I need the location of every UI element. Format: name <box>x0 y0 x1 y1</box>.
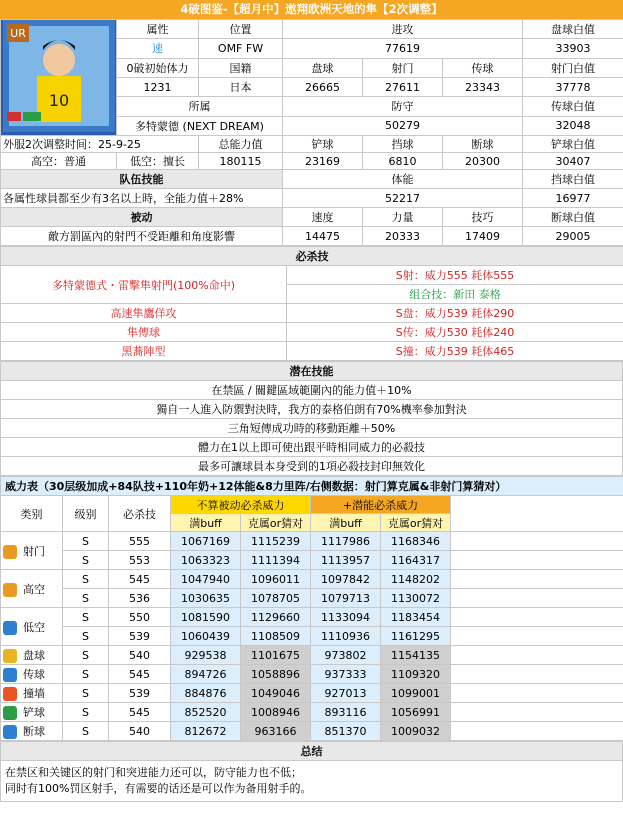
position-value: OMF FW <box>199 39 283 58</box>
col-counter-1: 克属or猜对 <box>241 514 311 532</box>
svg-text:10: 10 <box>48 91 69 110</box>
defense-value: 50279 <box>283 116 523 135</box>
special-detail-1: S射：威力555 耗体555 <box>287 266 623 285</box>
power-row <box>1 589 623 608</box>
power-cell-d: 1056991 <box>381 703 451 722</box>
power-cell-b: 1058896 <box>241 665 311 684</box>
col-group-base: 不算被动必杀威力 <box>171 496 311 514</box>
power-cell-a: 852520 <box>171 703 241 722</box>
team-value: 多特蒙德 (NEXT DREAM) <box>117 116 283 135</box>
hdr-dribble: 盘球 <box>283 58 363 77</box>
power-empty-cell <box>451 570 623 589</box>
special-name-4: 黑蕎陣型 <box>1 342 287 361</box>
power-category-label: 传球 <box>23 668 45 681</box>
power-row <box>1 627 623 646</box>
power-category <box>1 722 63 741</box>
hdr-tackle: 铲球 <box>283 136 363 153</box>
power-category-label: 射门 <box>23 544 45 558</box>
power-cell-b: 1096011 <box>241 570 311 589</box>
power-cell-skill: 540 <box>109 722 171 741</box>
hdr-tackle-white: 铲球白值 <box>523 136 623 153</box>
wall-icon <box>3 687 17 701</box>
hdr-pass: 传球 <box>443 58 523 77</box>
power-cell-lvl: S <box>63 532 109 551</box>
hdr-speed: 速度 <box>283 208 363 227</box>
power-cell-d: 1183454 <box>381 608 451 627</box>
power-cell-lvl: S <box>63 703 109 722</box>
hdr-dribble-white: 盘球白值 <box>523 20 623 39</box>
shoot-icon <box>3 545 17 559</box>
hdr-init-stamina: 0破初始体力 <box>117 58 199 77</box>
power-row <box>1 703 623 722</box>
special-detail-2: S盘：威力539 耗体290 <box>287 304 623 323</box>
power-cell-d: 1164317 <box>381 551 451 570</box>
power-cell-c: 1097842 <box>311 570 381 589</box>
hdr-attack: 进攻 <box>283 20 523 39</box>
summary-line-2: 同时有100%罚区射手，有需要的话还是可以作为备用射手的。 <box>5 782 312 795</box>
power-row <box>1 532 623 551</box>
dribble-icon <box>3 649 17 663</box>
pass-value: 23343 <box>443 77 523 96</box>
passive-header: 被动 <box>1 208 283 227</box>
power-cell-c: 851370 <box>311 722 381 741</box>
power-category-label: 盘球 <box>23 649 45 662</box>
power-cell-c: 1113957 <box>311 551 381 570</box>
power-empty-cell <box>451 532 623 551</box>
power-cell-skill: 540 <box>109 646 171 665</box>
player-card-icon <box>3 20 115 132</box>
power-empty-cell <box>451 646 623 665</box>
power-row <box>1 608 623 627</box>
power-value: 20333 <box>363 227 443 246</box>
power-empty-cell <box>451 684 623 703</box>
stamina-value: 52217 <box>283 189 523 208</box>
power-cell-lvl: S <box>63 551 109 570</box>
power-cell-skill: 553 <box>109 551 171 570</box>
high-ball-icon <box>3 583 17 597</box>
col-full-2: 满buff <box>311 514 381 532</box>
power-category <box>1 684 63 703</box>
power-cell-b: 1078705 <box>241 589 311 608</box>
special-header: 必杀技 <box>1 247 623 266</box>
technique-value: 17409 <box>443 227 523 246</box>
hdr-power: 力量 <box>363 208 443 227</box>
hdr-position: 位置 <box>199 20 283 39</box>
special-name-3: 隼傳球 <box>1 323 287 342</box>
attr-value: 速 <box>117 39 199 58</box>
power-empty-cell <box>451 627 623 646</box>
potential-4: 體力在1以上即可使出跟平時相同威力的必殺技 <box>1 438 623 457</box>
block-value: 6810 <box>363 153 443 170</box>
special-detail-4: S撞：威力539 耗体465 <box>287 342 623 361</box>
summary-table <box>0 741 623 802</box>
col-group-potential: +潜能必杀威力 <box>311 496 451 514</box>
power-empty-cell <box>451 589 623 608</box>
stats-table <box>0 19 623 246</box>
power-cell-c: 973802 <box>311 646 381 665</box>
hdr-shoot-white: 射门白值 <box>523 58 623 77</box>
power-empty-cell <box>451 703 623 722</box>
passive-text: 敵方罰區內的射門不受距離和角度影響 <box>1 227 283 246</box>
power-cell-a: 1047940 <box>171 570 241 589</box>
power-table-title: 威力表（30层级加成+84队技+110年奶+12体能&8力里阵/右侧数据：射门算克属&非射门算猜对） <box>1 477 623 496</box>
power-category-label: 高空 <box>23 582 45 596</box>
power-cell-d: 1161295 <box>381 627 451 646</box>
power-cell-skill: 545 <box>109 665 171 684</box>
attack-value: 77619 <box>283 39 523 58</box>
power-cell-skill: 555 <box>109 532 171 551</box>
dribble-white-value: 33903 <box>523 39 623 58</box>
power-cell-a: 812672 <box>171 722 241 741</box>
power-cell-c: 893116 <box>311 703 381 722</box>
dribble-value: 26665 <box>283 77 363 96</box>
power-category-label: 断球 <box>23 725 45 738</box>
power-category-label: 铲球 <box>23 706 45 719</box>
power-cell-b: 1108509 <box>241 627 311 646</box>
hdr-block-white: 挡球白值 <box>523 170 623 189</box>
special-name-1: 多特蒙德式・雷擊隼射門(100%命中) <box>1 266 287 304</box>
power-cell-b: 1129660 <box>241 608 311 627</box>
summary-text <box>1 761 623 802</box>
power-category-label: 低空 <box>23 620 45 634</box>
hdr-attr: 属性 <box>117 20 199 39</box>
hdr-intercept: 断球 <box>443 136 523 153</box>
col-skill: 必杀技 <box>109 496 171 532</box>
power-category-label: 撞墙 <box>23 687 45 700</box>
power-cell-d: 1099001 <box>381 684 451 703</box>
power-cell-d: 1154135 <box>381 646 451 665</box>
power-cell-a: 1067169 <box>171 532 241 551</box>
hdr-total: 总能力值 <box>199 136 283 153</box>
power-empty-cell <box>451 551 623 570</box>
low-ball-value: 低空：擅长 <box>117 153 199 170</box>
power-cell-c: 1133094 <box>311 608 381 627</box>
potential-2: 獨自一人進入防禦對決時，我方的泰格伯朗有70%機率參加對決 <box>1 400 623 419</box>
svg-text:UR: UR <box>9 27 26 40</box>
team-skill-header: 队伍技能 <box>1 170 283 189</box>
power-row <box>1 551 623 570</box>
power-cell-skill: 545 <box>109 570 171 589</box>
power-empty-cell <box>451 665 623 684</box>
power-row <box>1 665 623 684</box>
speed-value: 14475 <box>283 227 363 246</box>
hdr-technique: 技巧 <box>443 208 523 227</box>
intercept-value: 20300 <box>443 153 523 170</box>
special-name-2: 高速隼鷹佯攻 <box>1 304 287 323</box>
power-cell-a: 1063323 <box>171 551 241 570</box>
hdr-pass-white: 传球白值 <box>523 97 623 116</box>
power-empty-cell <box>451 722 623 741</box>
pass-icon <box>3 668 17 682</box>
power-cell-a: 884876 <box>171 684 241 703</box>
page-title: 4破图鉴-【超月中】遨翔欧洲天地的隼【2次调整】 <box>0 0 623 19</box>
power-cell-b: 1111394 <box>241 551 311 570</box>
hdr-nationality: 国籍 <box>199 58 283 77</box>
power-row <box>1 646 623 665</box>
shoot-white-value: 37778 <box>523 77 623 96</box>
power-cell-b: 1115239 <box>241 532 311 551</box>
power-cell-skill: 536 <box>109 589 171 608</box>
power-row <box>1 570 623 589</box>
col-full-1: 满buff <box>171 514 241 532</box>
summary-header: 总结 <box>1 742 623 761</box>
power-category <box>1 703 63 722</box>
team-skill-text: 各属性球員都至少有3名以上時，全能力值＋28% <box>1 189 283 208</box>
power-cell-lvl: S <box>63 722 109 741</box>
tackle-white-value: 30407 <box>523 153 623 170</box>
total-value: 180115 <box>199 153 283 170</box>
power-cell-a: 1081590 <box>171 608 241 627</box>
power-cell-skill: 550 <box>109 608 171 627</box>
hdr-block: 挡球 <box>363 136 443 153</box>
power-category <box>1 532 63 570</box>
power-cell-lvl: S <box>63 684 109 703</box>
hdr-intercept-white: 断球白值 <box>523 208 623 227</box>
shoot-value: 27611 <box>363 77 443 96</box>
block-white-value: 16977 <box>523 189 623 208</box>
col-level: 级别 <box>63 496 109 532</box>
low-ball-icon <box>3 621 17 635</box>
power-category <box>1 646 63 665</box>
power-cell-c: 927013 <box>311 684 381 703</box>
power-cell-lvl: S <box>63 665 109 684</box>
pass-white-value: 32048 <box>523 116 623 135</box>
potential-1: 在禁區 / 關鍵區域範圍內的能力值＋10% <box>1 381 623 400</box>
power-row <box>1 684 623 703</box>
power-cell-b: 1101675 <box>241 646 311 665</box>
card-image <box>1 20 117 136</box>
high-ball-value: 高空：普通 <box>1 153 117 170</box>
power-cell-a: 1060439 <box>171 627 241 646</box>
combo-detail: 组合技：新田 泰格 <box>287 285 623 304</box>
power-table <box>0 476 623 741</box>
power-category <box>1 570 63 608</box>
potential-3: 三角短傳成功時的移動距離＋50% <box>1 419 623 438</box>
hdr-team: 所属 <box>117 97 283 116</box>
hdr-shoot: 射门 <box>363 58 443 77</box>
power-cell-a: 894726 <box>171 665 241 684</box>
power-cell-b: 963166 <box>241 722 311 741</box>
nationality-value: 日本 <box>199 77 283 96</box>
tackle-icon <box>3 706 17 720</box>
adjust-date: 外服2次调整时间：25-9-25 <box>1 136 199 153</box>
power-cell-lvl: S <box>63 570 109 589</box>
power-category <box>1 665 63 684</box>
power-cell-a: 929538 <box>171 646 241 665</box>
power-cell-d: 1009032 <box>381 722 451 741</box>
power-cell-lvl: S <box>63 646 109 665</box>
power-cell-c: 1117986 <box>311 532 381 551</box>
power-cell-a: 1030635 <box>171 589 241 608</box>
power-cell-c: 1079713 <box>311 589 381 608</box>
potential-table <box>0 361 623 476</box>
power-cell-lvl: S <box>63 608 109 627</box>
intercept-white-value: 29005 <box>523 227 623 246</box>
power-row <box>1 722 623 741</box>
power-cell-d: 1109320 <box>381 665 451 684</box>
potential-5: 最多可讓球員本身受到的1項必殺技封印無效化 <box>1 457 623 476</box>
power-cell-lvl: S <box>63 589 109 608</box>
col-counter-2: 克属or猜对 <box>381 514 451 532</box>
power-cell-d: 1148202 <box>381 570 451 589</box>
power-cell-b: 1008946 <box>241 703 311 722</box>
special-detail-3: S传：威力530 耗体240 <box>287 323 623 342</box>
power-cell-b: 1049046 <box>241 684 311 703</box>
special-table <box>0 246 623 361</box>
power-cell-c: 937333 <box>311 665 381 684</box>
tackle-value: 23169 <box>283 153 363 170</box>
potential-header: 潜在技能 <box>1 362 623 381</box>
power-cell-lvl: S <box>63 627 109 646</box>
hdr-defense: 防守 <box>283 97 523 116</box>
power-empty-cell <box>451 608 623 627</box>
power-cell-skill: 545 <box>109 703 171 722</box>
col-type: 类别 <box>1 496 63 532</box>
summary-line-1: 在禁区和关键区的射门和突进能力还可以，防守能力也不低； <box>5 766 302 779</box>
init-stamina-value: 1231 <box>117 77 199 96</box>
power-cell-skill: 539 <box>109 684 171 703</box>
power-cell-c: 1110936 <box>311 627 381 646</box>
power-cell-d: 1130072 <box>381 589 451 608</box>
power-cell-skill: 539 <box>109 627 171 646</box>
power-cell-d: 1168346 <box>381 532 451 551</box>
power-category <box>1 608 63 646</box>
hdr-stamina: 体能 <box>283 170 523 189</box>
intercept-icon <box>3 725 17 739</box>
